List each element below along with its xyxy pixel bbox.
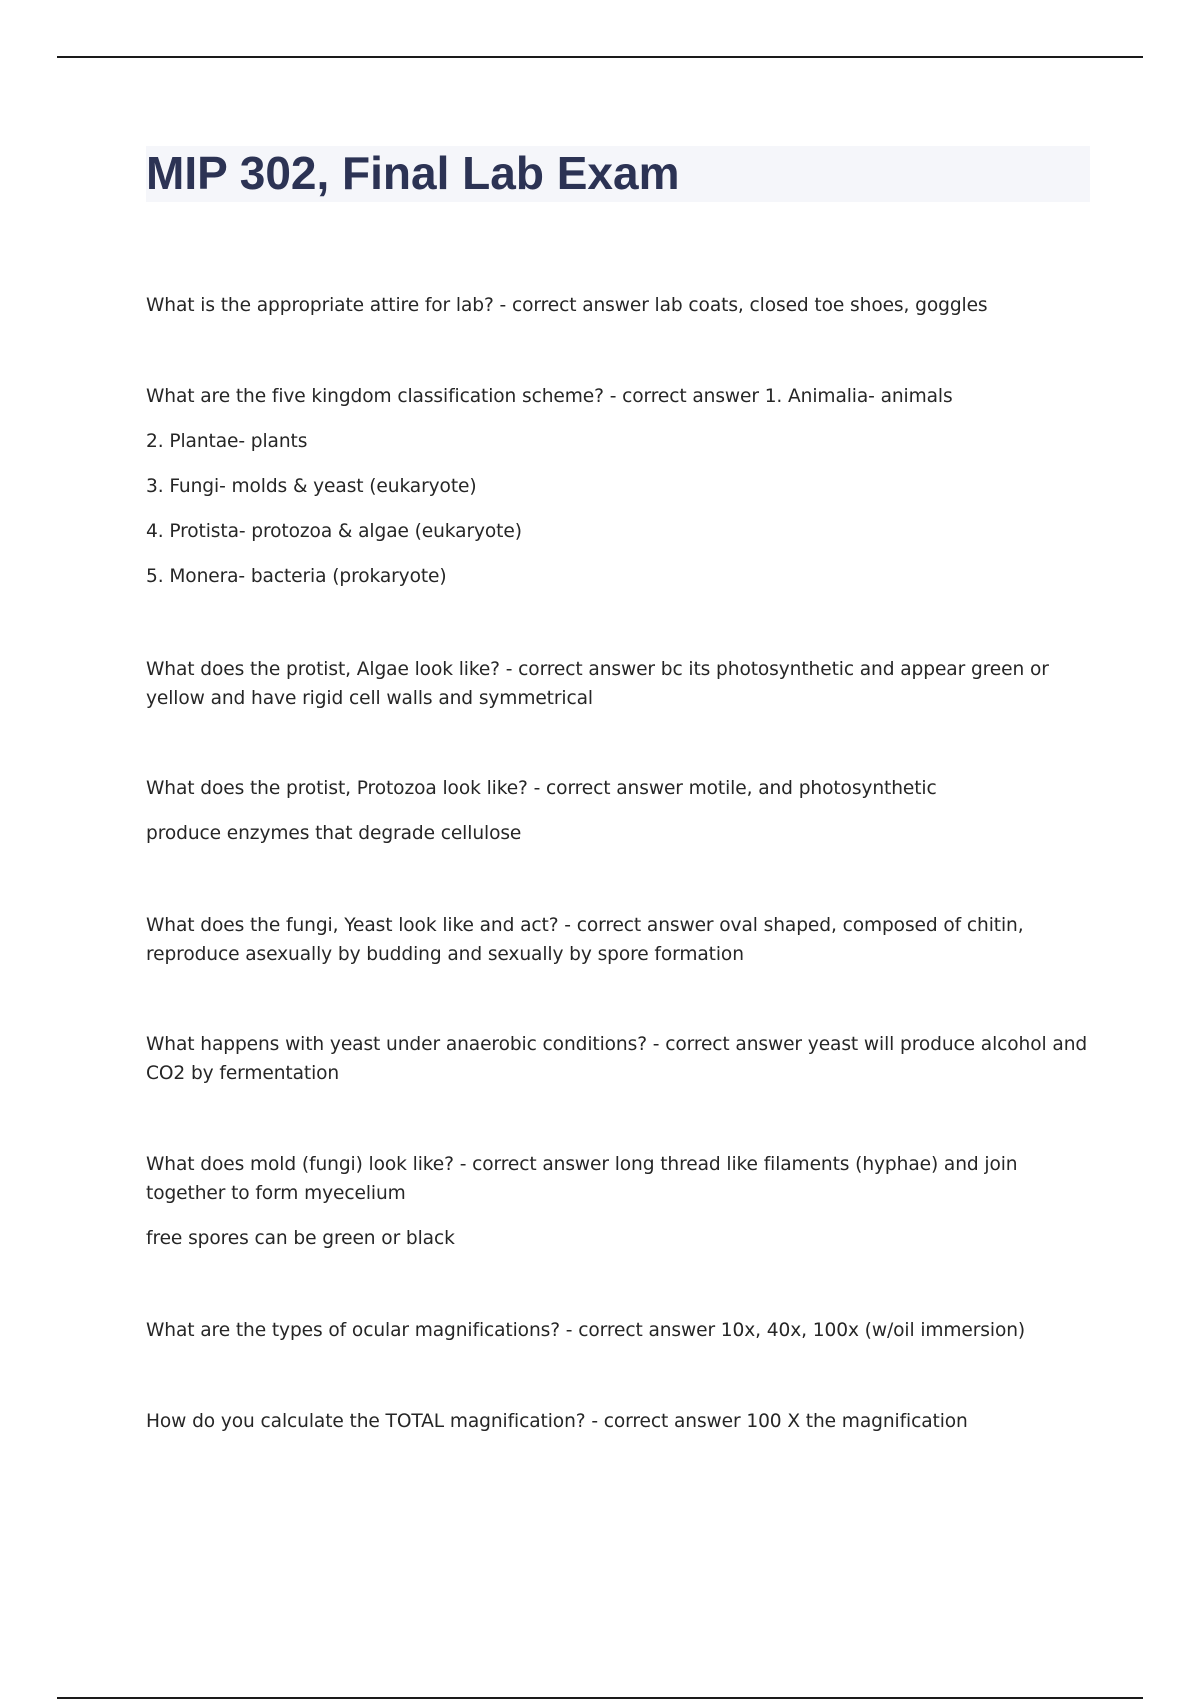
qa-text: What does the protist, Protozoa look like? - correct answer motile, and photosynthetic xyxy=(146,778,937,799)
qa-list-item: 2. Plantae- plants xyxy=(146,431,308,452)
document-title: MIP 302, Final Lab Exam xyxy=(146,147,680,199)
qa-text: What does mold (fungi) look like? - correct answer long thread like filaments (hyphae) and join together to form myecelium xyxy=(146,1154,1018,1204)
qa-text: What happens with yeast under anaerobic conditions? - correct answer yeast will produce alcohol and CO2 by fermentation xyxy=(146,1034,1088,1084)
qa-text-continued: produce enzymes that degrade cellulose xyxy=(146,823,522,844)
qa-list-item: 5. Monera- bacteria (prokaryote) xyxy=(146,566,447,587)
qa-text: What does the protist, Algae look like? - correct answer bc its photosynthetic and appear green or yellow and have rigid cell walls and symmetrical xyxy=(146,659,1049,709)
qa-item-five-kingdoms xyxy=(146,382,1090,591)
qa-text: How do you calculate the TOTAL magnification? - correct answer 100 X the magnification xyxy=(146,1411,968,1432)
qa-text: What are the types of ocular magnifications? - correct answer 10x, 40x, 100x (w/oil immersion) xyxy=(146,1320,1026,1341)
qa-item-total-magnification xyxy=(146,1407,1090,1436)
qa-text: What are the five kingdom classification scheme? - correct answer 1. Animalia- animals xyxy=(146,386,953,407)
qa-item-mold xyxy=(146,1150,1090,1253)
header-rule xyxy=(57,56,1143,58)
qa-item-protozoa xyxy=(146,774,1090,848)
qa-item-anaerobic xyxy=(146,1030,1090,1088)
qa-item-attire xyxy=(146,291,1090,320)
qa-item-yeast xyxy=(146,911,1090,969)
qa-list-item: 3. Fungi- molds & yeast (eukaryote) xyxy=(146,476,477,497)
qa-item-ocular-magnification xyxy=(146,1316,1090,1345)
qa-item-algae xyxy=(146,655,1090,713)
qa-text-continued: free spores can be green or black xyxy=(146,1228,455,1249)
qa-text: What does the fungi, Yeast look like and act? - correct answer oval shaped, composed of chitin, reproduce asexually by budding and sexually by spore formation xyxy=(146,915,1024,965)
qa-list-item: 4. Protista- protozoa & algae (eukaryote) xyxy=(146,521,522,542)
footer-rule xyxy=(57,1697,1143,1699)
qa-text: What is the appropriate attire for lab? - correct answer lab coats, closed toe shoes, goggles xyxy=(146,295,988,316)
